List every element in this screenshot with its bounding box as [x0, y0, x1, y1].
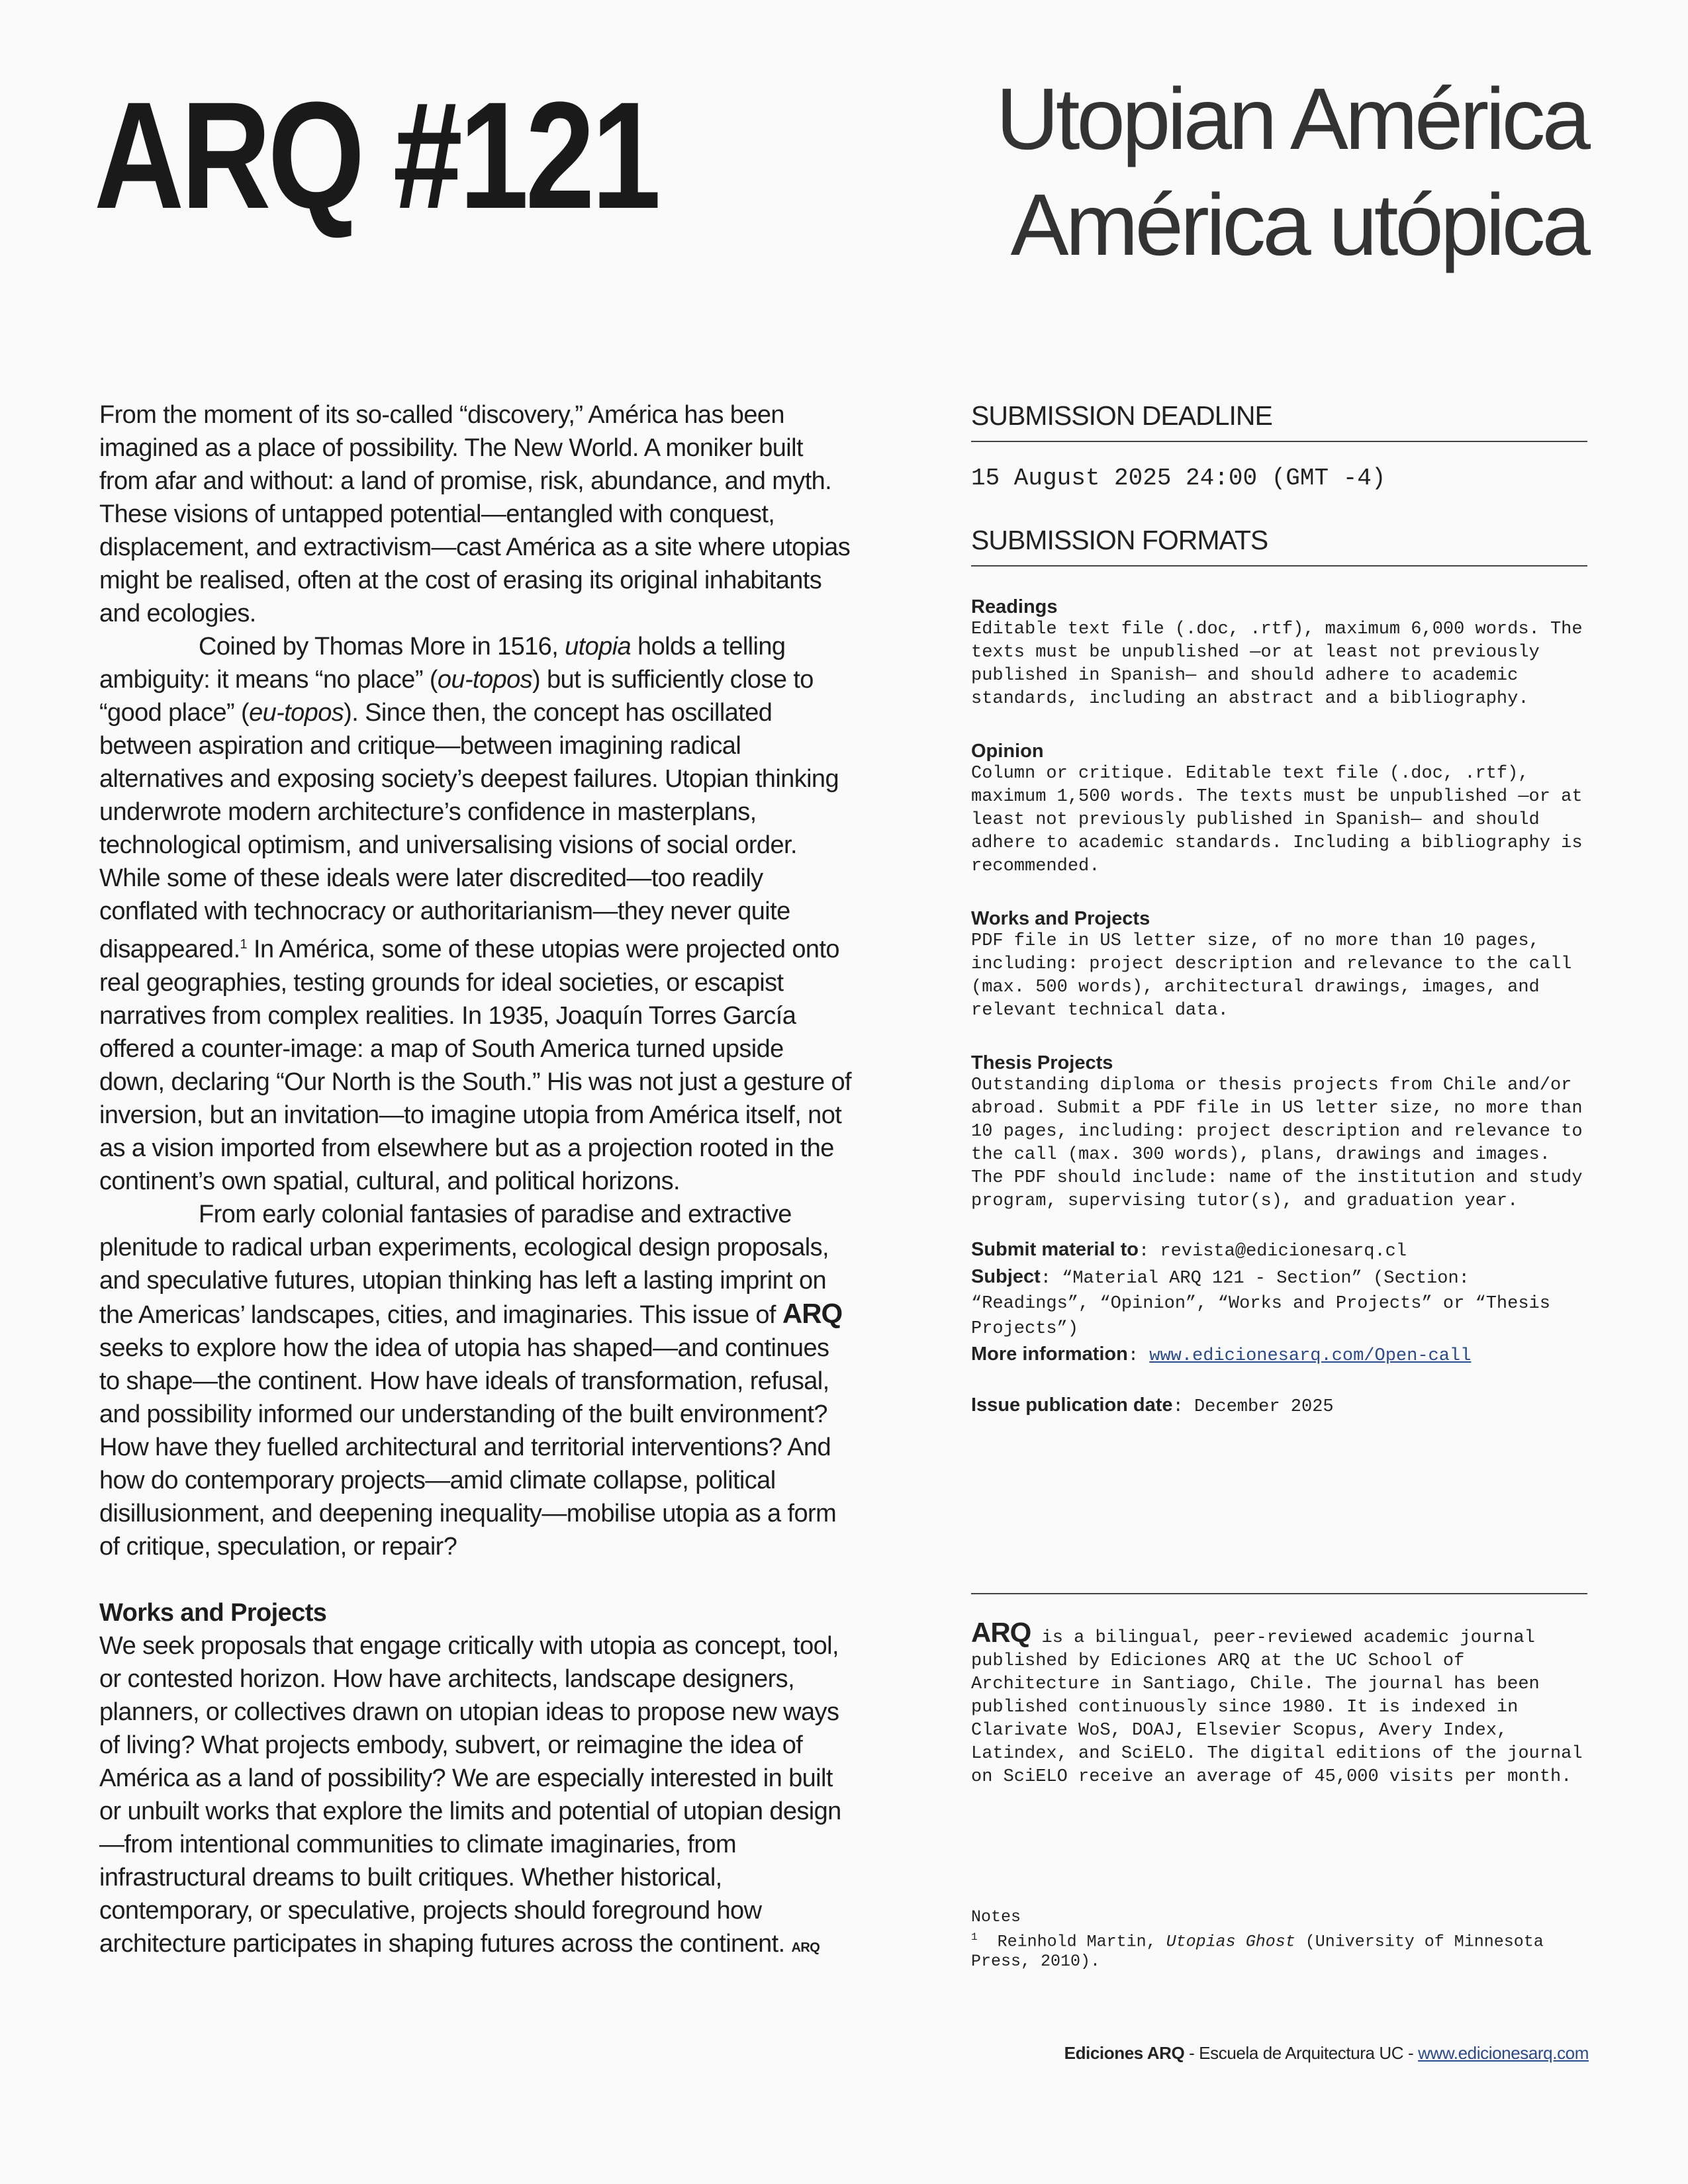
formats-heading: SUBMISSION FORMATS: [971, 522, 1587, 567]
notes: [971, 1907, 1587, 1972]
essay-paragraph-3: From early colonial fantasies of paradise and extractive plenitude to radical urban experiments, ecological design proposals, and speculative futures, utopian thinking has left a lasting imprint on the Americas’ landscapes, cities, and imaginaries. This issue of ARQ seeks to explore how the idea of utopia has shaped—and continues to shape—the continent. How have ideals of transformation, refusal, and possibility informed our understanding of the built environment? How have they fuelled architectural and territorial interventions? And how do contemporary projects—amid climate collapse, political disillusionment, and deepening inequality—mobilise utopia as a form of critique, speculation, or repair?: [99, 1200, 843, 1561]
essay-paragraph-1: From the moment of its so-called “discovery,” América has been imagined as a place of possibility. The New World. A moniker built from afar and without: a land of promise, risk, abundance, and myth. These visions of untapped potential—entangled with conquest, displacement, and extractivism—cast América as a site where utopias might be realised, often at the cost of erasing its original inhabitants and ecologies.: [99, 401, 851, 627]
theme-title-es: América utópica: [1010, 176, 1587, 273]
subject-line: Subject: “Material ARQ 121 - Section” (Section: “Readings”, “Opinion”, “Works and Projects” or “Thesis Projects”): [971, 1266, 1550, 1339]
submit-email[interactable]: revista@edicionesarq.cl: [1160, 1242, 1407, 1261]
deadline-value: 15 August 2025 24:00 (GMT -4): [971, 465, 1386, 492]
theme-title: [727, 66, 1587, 278]
arq-inline-logo: ARQ: [782, 1297, 843, 1329]
works-paragraph: We seek proposals that engage critically with utopia as concept, tool, or contested horizon. How have architects, landscape designers, planners, or collectives drawn on utopian ideas to propose new ways of living? What projects embody, subvert, or reimagine the idea of América as a land of possibility? We are especially interested in built or unbuilt works that explore the limits and potential of utopian design—from intentional communities to climate imaginaries, from infrastructural dreams to built critiques. Whether historical, contemporary, or speculative, projects should foreground how architecture participates in shaping futures across the continent. ARQ: [99, 1631, 841, 1958]
essay-paragraph-2: Coined by Thomas More in 1516, utopia holds a telling ambiguity: it means “no place” (ou-topos) but is sufficiently close to “good place” (eu-topos). Since then, the concept has oscillated between aspiration and critique—between imagining radical alternatives and exposing society’s deepest failures. Utopian thinking underwrote modern architecture’s confidence in masterplans, technological optimism, and universalising visions of social order. While some of these ideals were later discredited—too readily conflated with technocracy or authoritarianism—they never quite disappeared.$^1$ In América, some of these utopias were projected onto real geographies, testing grounds for ideal societies, or escapist narratives from complex realities. In 1935, Joaquín Torres García offered a counter-image: a map of South America turned upside down, declaring “Our North is the South.” His was not just a gesture of inversion, but an invitation—to imagine utopia from América itself, not as a vision imported from elsewhere but as a projection rooted in the continent’s own spatial, cultural, and political horizons.: [99, 633, 851, 1195]
notes-heading: Notes: [971, 1907, 1021, 1927]
works-heading: Works and Projects: [99, 1598, 327, 1627]
deadline-heading: SUBMISSION DEADLINE: [971, 397, 1587, 442]
more-info: More information: www.edicionesarq.com/Open-call: [971, 1343, 1472, 1366]
issue-title: ARQ #121: [94, 70, 658, 240]
essay-column: [99, 398, 854, 1964]
submission-sidebar: [971, 397, 1587, 1420]
page-footer: Ediciones ARQ - Escuela de Arquitectura UC - www.edicionesarq.com: [1064, 2043, 1589, 2063]
theme-title-en: Utopian América: [996, 70, 1587, 167]
open-call-link[interactable]: www.edicionesarq.com/Open-call: [1149, 1346, 1472, 1366]
format-opinion: Opinion Column or critique. Editable text file (.doc, .rtf), maximum 1,500 words. The texts must be unpublished —or at least not previously published in Spanish— and should adhere to academic standards. Including a bibliography is recommended.: [971, 741, 1583, 876]
arq-end-mark: ARQ: [791, 1940, 820, 1955]
publication-date: Issue publication date: December 2025: [971, 1394, 1334, 1417]
submit-to: Submit material to: revista@edicionesarq.cl: [971, 1239, 1407, 1261]
format-thesis-projects: Thesis Projects Outstanding diploma or thesis projects from Chile and/or abroad. Submit a PDF file in US letter size, no more than 10 pages, including: project description and relevance to the call (max. 300 words), plans, drawings and images. The PDF should include: name of the institution and study program, supervising tutor(s), and graduation year.: [971, 1052, 1583, 1211]
submission-info: [971, 1237, 1587, 1420]
format-works-projects: Works and Projects PDF file in US letter size, of no more than 10 pages, including: project description and relevance to the call (max. 500 words), architectural drawings, images, and relevant technical data.: [971, 908, 1572, 1021]
note-1: $^1$ Reinhold Martin, Utopias Ghost (University of Minnesota Press, 2010).: [971, 1931, 1544, 1972]
format-readings: Readings Editable text file (.doc, .rtf), maximum 6,000 words. The texts must be unpublished —or at least not previously published in Spanish— and should adhere to academic standards, including an abstract and a bibliography.: [971, 596, 1583, 709]
footer-link[interactable]: www.edicionesarq.com: [1418, 2043, 1589, 2063]
arq-about-logo: ARQ: [971, 1617, 1031, 1648]
footnote-ref[interactable]: 1: [240, 937, 248, 952]
about-journal: ARQ is a bilingual, peer-reviewed academic journal published by Ediciones ARQ at the UC School of Architecture in Santiago, Chile. The journal has been published continuously since 1980. It is indexed in Clarivate WoS, DOAJ, Elsevier Scopus, Avery Index, Latindex, and SciELO. The digital editions of the journal on SciELO receive an average of 45,000 visits per month.: [971, 1593, 1587, 1789]
